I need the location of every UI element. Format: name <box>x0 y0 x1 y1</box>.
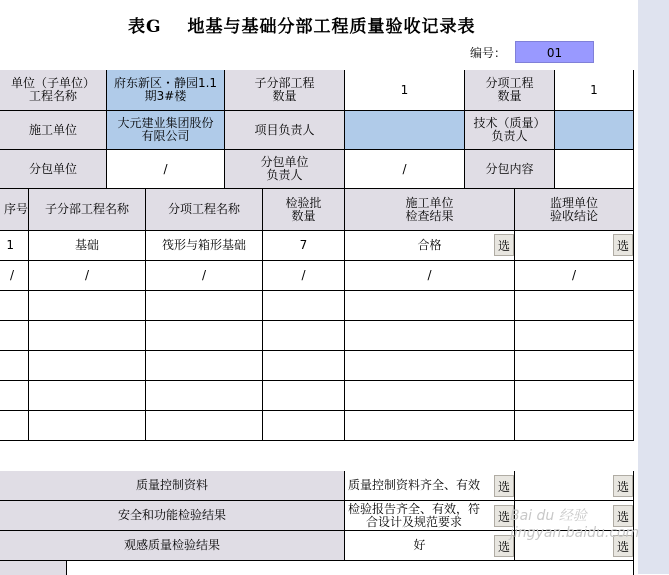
col-header-index: 序号 <box>0 189 29 231</box>
table-cell[interactable] <box>29 291 146 321</box>
summary-label: 观感质量检验结果 <box>0 531 345 561</box>
sheet-margin <box>638 0 669 574</box>
table-cell[interactable] <box>29 381 146 411</box>
table-cell[interactable]: / <box>0 261 29 291</box>
table-cell[interactable] <box>345 411 515 441</box>
table-cell[interactable] <box>29 321 146 351</box>
record-number-field[interactable]: 01 <box>515 41 594 63</box>
table-cell[interactable] <box>515 381 634 411</box>
item-count-field[interactable]: 1 <box>555 70 634 111</box>
table-cell[interactable] <box>0 351 29 381</box>
table-cell[interactable] <box>515 351 634 381</box>
item-count-label: 分项工程 数量 <box>465 70 555 111</box>
table-cell[interactable] <box>146 351 263 381</box>
subcontract-content-label: 分包内容 <box>465 150 555 189</box>
title-main: 地基与基础分部工程质量验收记录表 <box>187 17 476 37</box>
table-cell[interactable]: / <box>146 261 263 291</box>
table-cell[interactable] <box>345 321 515 351</box>
table-cell[interactable] <box>515 321 634 351</box>
bottom-row-field[interactable] <box>67 561 634 575</box>
conclusion-select-button[interactable]: 选 <box>613 475 633 497</box>
check-result-select-button[interactable]: 选 <box>494 234 514 256</box>
summary-result-field[interactable]: 检验报告齐全、有效，符 合设计及规范要求 <box>345 501 515 531</box>
table-cell[interactable]: 合格 <box>345 231 515 261</box>
table-cell[interactable] <box>0 411 29 441</box>
tech-lead-label: 技术（质量） 负责人 <box>465 111 555 150</box>
table-cell[interactable] <box>146 411 263 441</box>
table-cell[interactable] <box>146 291 263 321</box>
unit-name-field[interactable]: 府东新区・静园1.1 期3#楼 <box>107 70 225 111</box>
construct-unit-label: 施工单位 <box>0 111 107 150</box>
summary-result-field[interactable]: 好 <box>345 531 515 561</box>
table-cell[interactable]: / <box>263 261 345 291</box>
table-cell[interactable] <box>263 411 345 441</box>
subcontract-label: 分包单位 <box>0 150 107 189</box>
subcontract-field[interactable]: / <box>107 150 225 189</box>
table-cell[interactable]: / <box>345 261 515 291</box>
supervision-select-button[interactable]: 选 <box>613 234 633 256</box>
sub-count-label: 子分部工程 数量 <box>225 70 345 111</box>
subcontract-lead-label: 分包单位 负责人 <box>225 150 345 189</box>
subcontract-lead-field[interactable]: / <box>345 150 465 189</box>
result-select-button[interactable]: 选 <box>494 535 514 557</box>
conclusion-select-button[interactable]: 选 <box>613 535 633 557</box>
table-cell[interactable] <box>345 351 515 381</box>
col-header-check-result: 施工单位 检查结果 <box>345 189 515 231</box>
construct-unit-field[interactable]: 大元建业集团股份 有限公司 <box>107 111 225 150</box>
table-cell[interactable] <box>146 321 263 351</box>
table-cell[interactable]: 基础 <box>29 231 146 261</box>
project-lead-label: 项目负责人 <box>225 111 345 150</box>
col-header-sub-name: 子分部工程名称 <box>29 189 146 231</box>
table-cell[interactable] <box>0 381 29 411</box>
table-cell[interactable] <box>0 321 29 351</box>
watermark: Bai du 经验 jingyan.baidu.com <box>510 508 640 541</box>
summary-label: 安全和功能检验结果 <box>0 501 345 531</box>
table-cell[interactable] <box>29 411 146 441</box>
sub-count-field[interactable]: 1 <box>345 70 465 111</box>
table-cell[interactable]: 7 <box>263 231 345 261</box>
table-cell[interactable] <box>263 351 345 381</box>
table-cell[interactable] <box>146 381 263 411</box>
unit-name-label: 单位（子单位） 工程名称 <box>0 70 107 111</box>
table-cell[interactable] <box>263 381 345 411</box>
summary-result-field[interactable]: 质量控制资料齐全、有效 <box>345 471 515 501</box>
project-lead-field[interactable] <box>345 111 465 150</box>
table-cell[interactable] <box>263 291 345 321</box>
table-cell[interactable] <box>0 291 29 321</box>
bottom-row-label <box>0 561 67 575</box>
table-cell[interactable]: / <box>29 261 146 291</box>
col-header-supervision: 监理单位 验收结论 <box>515 189 634 231</box>
page-title <box>128 12 476 37</box>
table-cell[interactable] <box>345 381 515 411</box>
summary-label: 质量控制资料 <box>0 471 345 501</box>
table-cell[interactable] <box>515 291 634 321</box>
record-number-label: 编号： <box>470 46 507 60</box>
col-header-item-name: 分项工程名称 <box>146 189 263 231</box>
subcontract-content-field[interactable] <box>555 150 634 189</box>
tech-lead-field[interactable] <box>555 111 634 150</box>
table-cell[interactable]: / <box>515 261 634 291</box>
table-cell[interactable] <box>345 291 515 321</box>
table-cell[interactable] <box>263 321 345 351</box>
table-cell[interactable]: 1 <box>0 231 29 261</box>
table-cell[interactable] <box>515 411 634 441</box>
result-select-button[interactable]: 选 <box>494 505 514 527</box>
title-prefix: 表G <box>128 17 162 37</box>
result-select-button[interactable]: 选 <box>494 475 514 497</box>
table-cell[interactable]: 筏形与箱形基础 <box>146 231 263 261</box>
conclusion-select-button[interactable]: 选 <box>613 505 633 527</box>
table-cell[interactable] <box>29 351 146 381</box>
col-header-batch-count: 检验批 数量 <box>263 189 345 231</box>
